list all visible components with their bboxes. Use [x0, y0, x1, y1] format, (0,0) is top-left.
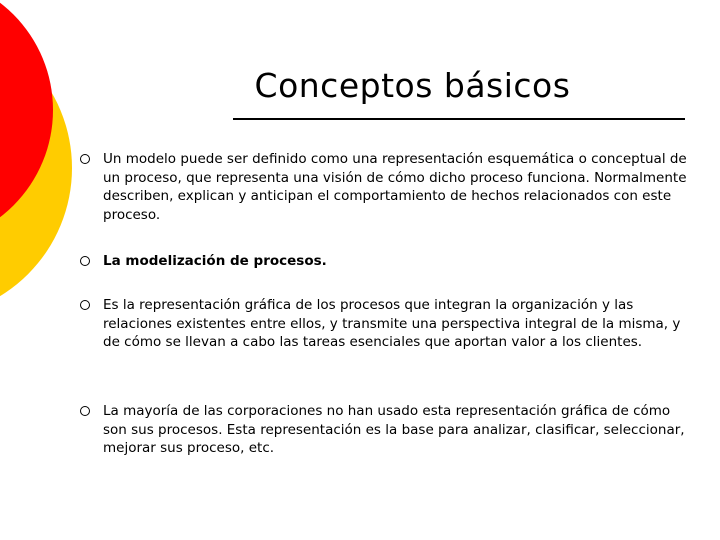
bullet-text: La modelización de procesos.	[103, 253, 327, 269]
title-underline	[233, 118, 685, 120]
bullet-text: Un modelo puede ser definido como una representación esquemática o conceptual de un proceso, que representa una visión de cómo dicho proceso funciona. Normalmente describen, explican y anticipan el comportamiento de hechos relacionados con este proceso.	[103, 151, 687, 223]
bullet-text: Es la representación gráfica de los procesos que integran la organización y las relaciones existentes entre ellos, y transmite una perspectiva integral de la misma, y de cómo se llevan a cabo las tareas esenciales que aportan valor a los clientes.	[103, 297, 681, 350]
bullet-circle-icon	[80, 256, 90, 266]
bullet-circle-icon	[80, 406, 90, 416]
bullet-text: La mayoría de las corporaciones no han usado esta representación gráfica de cómo son sus procesos. Esta representación es la base para analizar, clasificar, seleccionar, mejorar sus proceso, etc.	[103, 403, 685, 456]
bullet-circle-icon	[80, 300, 90, 310]
bullet-circle-icon	[80, 154, 90, 164]
slide-title: Conceptos básicos	[254, 66, 571, 105]
